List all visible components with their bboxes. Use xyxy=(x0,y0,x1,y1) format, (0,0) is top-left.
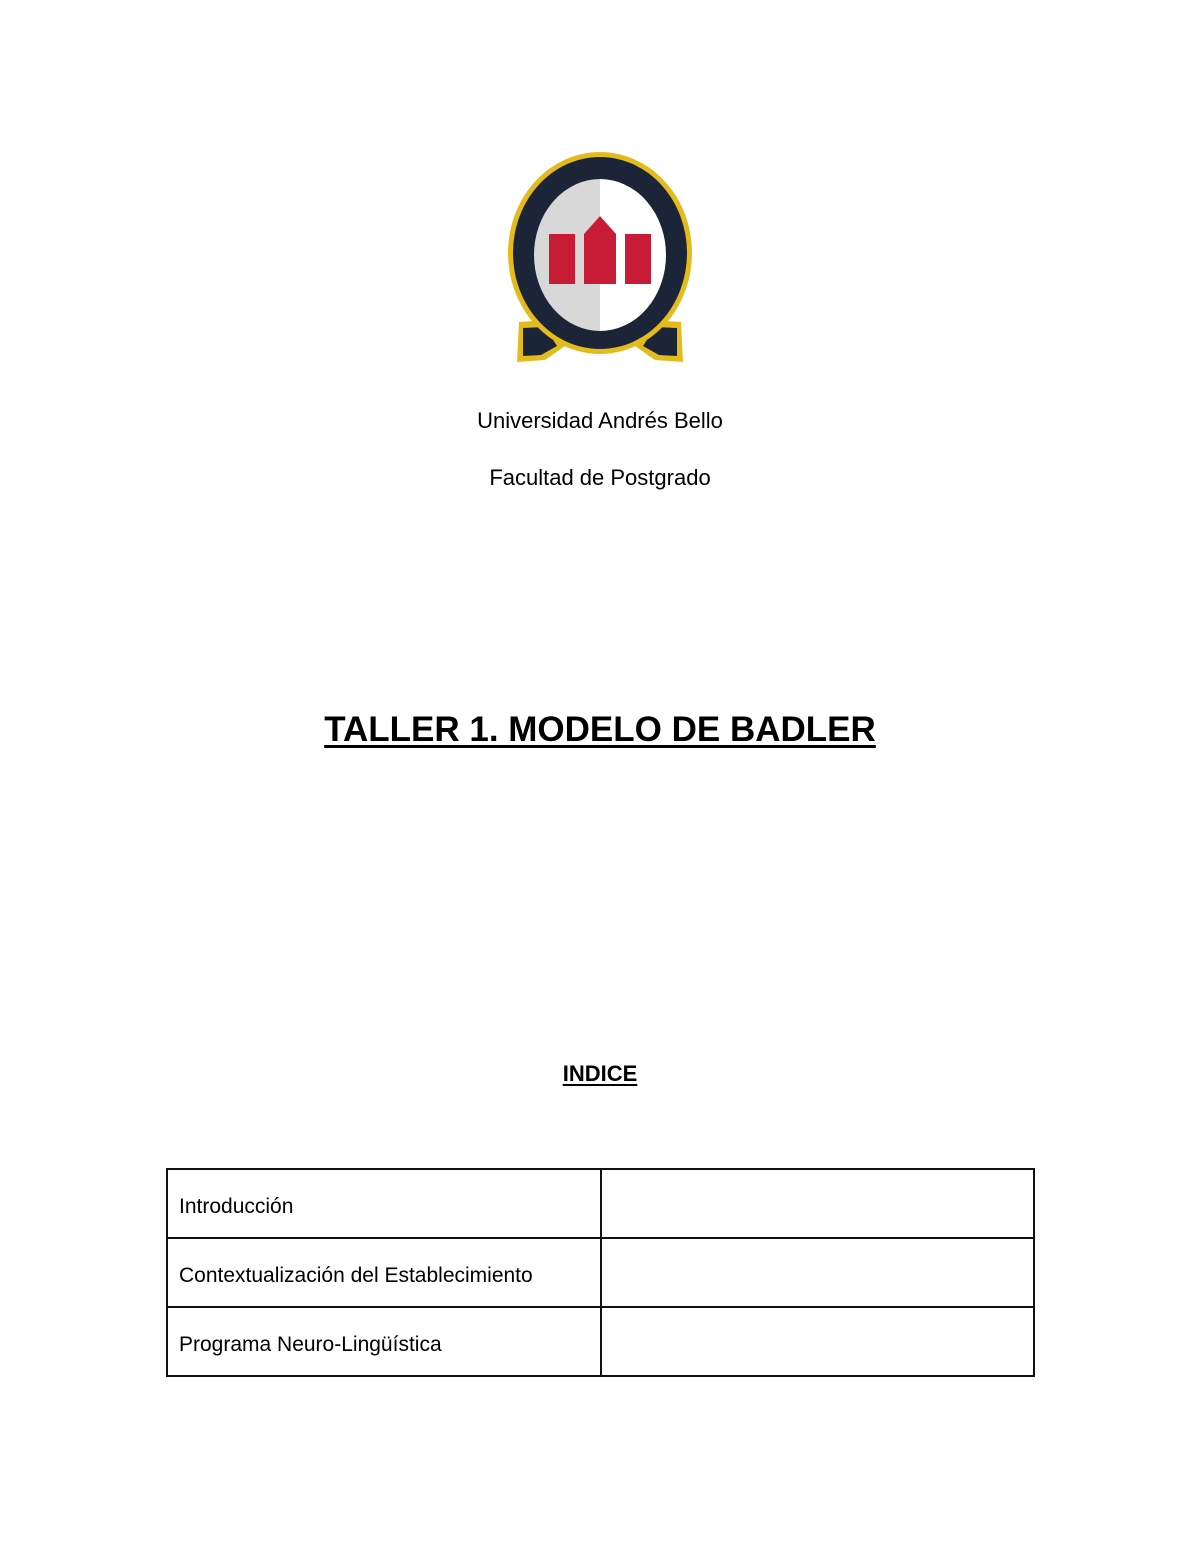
index-entry-label: Contextualización del Establecimiento xyxy=(167,1238,601,1307)
table-row xyxy=(167,1238,1034,1307)
university-name: Universidad Andrés Bello xyxy=(477,408,723,433)
document-title: TALLER 1. MODELO DE BADLER xyxy=(324,710,876,749)
index-entry-page xyxy=(601,1307,1034,1376)
table-row xyxy=(167,1169,1034,1238)
table-row xyxy=(167,1307,1034,1376)
university-crest-logo xyxy=(505,150,695,365)
index-table xyxy=(166,1168,1035,1377)
index-entry-label: Introducción xyxy=(167,1169,601,1238)
index-heading: INDICE xyxy=(562,1061,638,1086)
index-entry-label: Programa Neuro-Lingüística xyxy=(167,1307,601,1376)
index-entry-page xyxy=(601,1238,1034,1307)
index-entry-page xyxy=(601,1169,1034,1238)
faculty-name: Facultad de Postgrado xyxy=(489,465,711,490)
